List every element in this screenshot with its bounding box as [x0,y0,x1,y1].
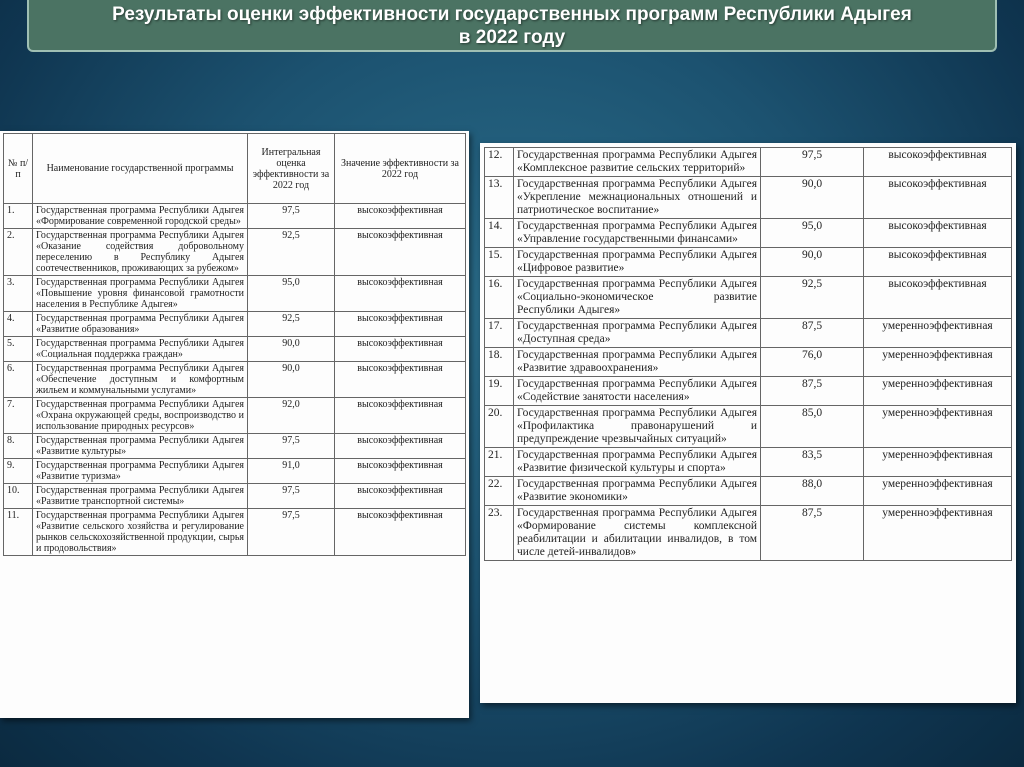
table-row [485,477,1012,506]
row-efficiency: умеренноэффективная [864,348,1012,377]
row-efficiency: высокоэффективная [335,229,466,276]
document-scan-right [480,143,1016,703]
row-num: 15. [485,248,514,277]
row-score: 95,0 [248,276,335,312]
row-program-name: Государственная программа Республики Адыгея «Управление государственными финансами» [514,219,761,248]
row-num: 11. [4,509,33,556]
row-program-name: Государственная программа Республики Адыгея «Повышение уровня финансовой грамотности населения в Республике Адыгея» [33,276,248,312]
table-row [4,362,466,398]
row-num: 14. [485,219,514,248]
table-row [4,509,466,556]
table-row [485,348,1012,377]
row-program-name: Государственная программа Республики Адыгея «Развитие туризма» [33,459,248,484]
row-num: 13. [485,177,514,219]
row-efficiency: высокоэффективная [335,204,466,229]
row-program-name: Государственная программа Республики Адыгея «Формирование современной городской среды» [33,204,248,229]
row-score: 97,5 [248,204,335,229]
table-row [485,377,1012,406]
document-scan-left [0,131,469,718]
table-row [485,277,1012,319]
row-num: 8. [4,434,33,459]
slide-title-line1: Результаты оценки эффективности государственных программ Республики Адыгея [112,4,912,25]
row-program-name: Государственная программа Республики Адыгея «Комплексное развитие сельских территорий» [514,148,761,177]
row-efficiency: умеренноэффективная [864,477,1012,506]
row-num: 5. [4,337,33,362]
row-program-name: Государственная программа Республики Адыгея «Социальная поддержка граждан» [33,337,248,362]
row-num: 9. [4,459,33,484]
row-program-name: Государственная программа Республики Адыгея «Развитие транспортной системы» [33,484,248,509]
row-efficiency: высокоэффективная [864,177,1012,219]
table-row [4,398,466,434]
row-program-name: Государственная программа Республики Адыгея «Оказание содействия добровольному переселению в Республику Адыгея соотечественников, проживающих за рубежом» [33,229,248,276]
table-row [485,448,1012,477]
row-score: 91,0 [248,459,335,484]
row-program-name: Государственная программа Республики Адыгея «Содействие занятости населения» [514,377,761,406]
table-header-row [4,134,466,204]
row-score: 97,5 [761,148,864,177]
row-efficiency: высокоэффективная [864,277,1012,319]
table-row [4,204,466,229]
row-score: 85,0 [761,406,864,448]
row-num: 16. [485,277,514,319]
row-program-name: Государственная программа Республики Адыгея «Развитие культуры» [33,434,248,459]
row-num: 22. [485,477,514,506]
row-num: 17. [485,319,514,348]
row-score: 92,0 [248,398,335,434]
row-program-name: Государственная программа Республики Адыгея «Развитие экономики» [514,477,761,506]
row-efficiency: умеренноэффективная [864,448,1012,477]
header-value: Значение эффективности за 2022 год [335,134,466,204]
table-row [4,312,466,337]
row-program-name: Государственная программа Республики Адыгея «Развитие здравоохранения» [514,348,761,377]
row-score: 83,5 [761,448,864,477]
row-score: 90,0 [248,337,335,362]
row-program-name: Государственная программа Республики Адыгея «Формирование системы комплексной реабилитации и абилитации инвалидов, в том числе детей-инвалидов» [514,506,761,561]
row-efficiency: высокоэффективная [335,484,466,509]
table-row [4,434,466,459]
table-row [485,319,1012,348]
row-efficiency: высокоэффективная [864,148,1012,177]
row-score: 92,5 [761,277,864,319]
row-program-name: Государственная программа Республики Адыгея «Профилактика правонарушений и предупреждение чрезвычайных ситуаций» [514,406,761,448]
row-score: 88,0 [761,477,864,506]
row-score: 90,0 [248,362,335,398]
slide-title [27,0,997,52]
row-score: 97,5 [248,484,335,509]
row-num: 18. [485,348,514,377]
table-row [4,484,466,509]
row-efficiency: высокоэффективная [864,219,1012,248]
row-efficiency: высокоэффективная [335,362,466,398]
row-efficiency: высокоэффективная [335,276,466,312]
row-num: 10. [4,484,33,509]
row-num: 19. [485,377,514,406]
table-row [485,248,1012,277]
row-num: 23. [485,506,514,561]
row-program-name: Государственная программа Республики Адыгея «Обеспечение доступным и комфортным жильем и коммунальными услугами» [33,362,248,398]
table-row [485,219,1012,248]
row-efficiency: высокоэффективная [335,459,466,484]
row-efficiency: умеренноэффективная [864,406,1012,448]
programs-table-right [484,147,1012,561]
row-program-name: Государственная программа Республики Адыгея «Развитие сельского хозяйства и регулирование рынков сельскохозяйственной продукции, сырья и продовольствия» [33,509,248,556]
row-num: 6. [4,362,33,398]
header-name: Наименование государственной программы [33,134,248,204]
row-score: 90,0 [761,177,864,219]
row-num: 21. [485,448,514,477]
table-body-right [485,148,1012,561]
row-score: 92,5 [248,312,335,337]
table-row [4,229,466,276]
row-score: 87,5 [761,319,864,348]
table-row [4,276,466,312]
header-integral: Интегральная оценка эффективности за 2022 год [248,134,335,204]
row-score: 87,5 [761,506,864,561]
row-score: 95,0 [761,219,864,248]
row-score: 97,5 [248,509,335,556]
row-score: 97,5 [248,434,335,459]
row-num: 1. [4,204,33,229]
row-efficiency: умеренноэффективная [864,319,1012,348]
row-efficiency: умеренноэффективная [864,377,1012,406]
row-efficiency: высокоэффективная [335,509,466,556]
row-efficiency: высокоэффективная [335,312,466,337]
row-num: 2. [4,229,33,276]
row-efficiency: умеренноэффективная [864,506,1012,561]
header-num: № п/п [4,134,33,204]
row-efficiency: высокоэффективная [335,398,466,434]
table-row [485,148,1012,177]
slide-title-line2: в 2022 году [458,27,566,48]
row-efficiency: высокоэффективная [335,337,466,362]
row-program-name: Государственная программа Республики Адыгея «Доступная среда» [514,319,761,348]
row-program-name: Государственная программа Республики Адыгея «Цифровое развитие» [514,248,761,277]
table-row [4,459,466,484]
row-num: 3. [4,276,33,312]
programs-table-left [3,133,466,556]
table-row [485,406,1012,448]
table-row [485,506,1012,561]
row-num: 7. [4,398,33,434]
row-program-name: Государственная программа Республики Адыгея «Развитие физической культуры и спорта» [514,448,761,477]
table-body-left [4,204,466,556]
row-score: 76,0 [761,348,864,377]
row-efficiency: высокоэффективная [335,434,466,459]
row-efficiency: высокоэффективная [864,248,1012,277]
table-row [485,177,1012,219]
row-program-name: Государственная программа Республики Адыгея «Развитие образования» [33,312,248,337]
row-program-name: Государственная программа Республики Адыгея «Укрепление межнациональных отношений и патриотическое воспитание» [514,177,761,219]
row-score: 92,5 [248,229,335,276]
row-score: 90,0 [761,248,864,277]
table-row [4,337,466,362]
row-num: 4. [4,312,33,337]
row-score: 87,5 [761,377,864,406]
row-num: 12. [485,148,514,177]
row-num: 20. [485,406,514,448]
row-program-name: Государственная программа Республики Адыгея «Охрана окружающей среды, воспроизводство и использование природных ресурсов» [33,398,248,434]
row-program-name: Государственная программа Республики Адыгея «Социально-экономическое развитие Республики Адыгея» [514,277,761,319]
